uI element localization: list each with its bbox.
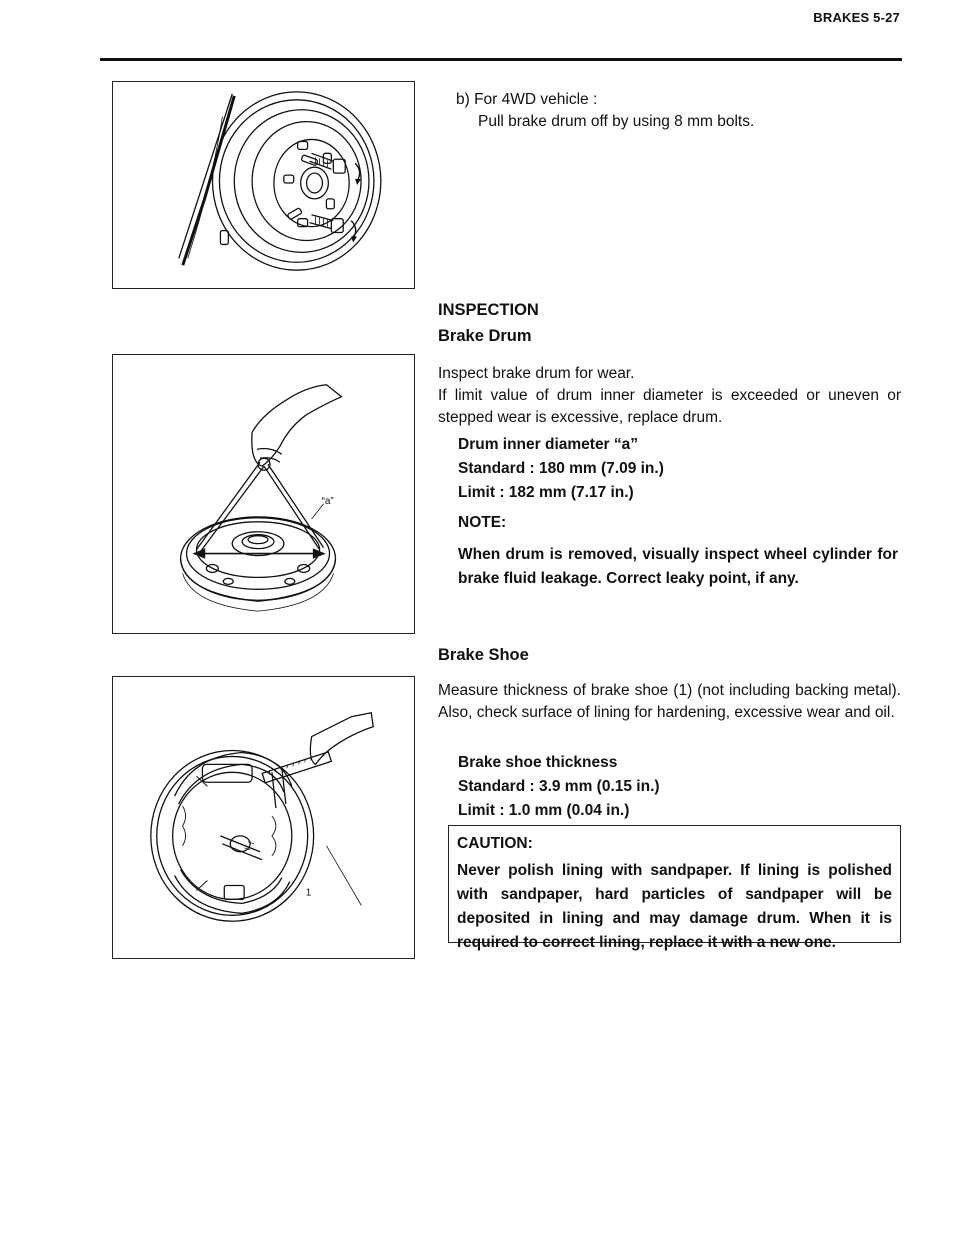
shoe-spec-limit: Limit : 1.0 mm (0.04 in.): [458, 802, 630, 819]
page-header: [0, 0, 960, 62]
shoe-spec-block: [458, 751, 898, 823]
note-text: When drum is removed, visually inspect wheel cylinder for brake fluid leakage. Correct leaky point, if any.: [458, 546, 898, 587]
drum-note-block: [458, 511, 898, 591]
drum-spec-standard: Standard : 180 mm (7.09 in.): [458, 460, 664, 477]
shoe-spec-title: Brake shoe thickness: [458, 754, 618, 771]
shoe-spec-standard: Standard : 3.9 mm (0.15 in.): [458, 778, 660, 795]
brake-drum-paragraph: [438, 363, 901, 429]
figure-brake-drum-removal: [112, 81, 415, 289]
caution-label: CAUTION:: [457, 835, 533, 852]
section-page-label: BRAKES 5-27: [813, 10, 900, 25]
drum-spec-title: Drum inner diameter “a”: [458, 436, 639, 453]
caution-box: [448, 825, 901, 951]
drum-caliper-illustration: [113, 355, 414, 633]
inspection-heading: INSPECTION: [438, 301, 539, 319]
brake-drum-heading: Brake Drum: [438, 327, 532, 345]
brake-shoe-caliper-illustration: [113, 677, 414, 958]
brake-shoe-paragraph: Measure thickness of brake shoe (1) (not including backing metal). Also, check surface of lining for hardening, excessive wear and oil.: [438, 682, 901, 721]
step-b-line1: b) For 4WD vehicle :: [456, 91, 598, 108]
step-b-instructions: [438, 89, 901, 133]
shoe-callout-label: 1: [305, 887, 312, 899]
figure-drum-diameter-measurement: [112, 354, 415, 634]
header-rule: [100, 58, 902, 61]
note-label: NOTE:: [458, 514, 507, 531]
drum-spec-block: [458, 433, 898, 505]
dimension-a-label: “a”: [321, 495, 334, 507]
brake-shoe-heading: Brake Shoe: [438, 646, 529, 664]
brake-drum-paragraph-line1: Inspect brake drum for wear.: [438, 365, 635, 382]
brake-drum-paragraph-line2: If limit value of drum inner diameter is exceeded or uneven or stepped wear is excessive, replace drum.: [438, 387, 901, 426]
figure-brake-shoe-measurement: [112, 676, 415, 959]
step-b-line2: Pull brake drum off by using 8 mm bolts.: [478, 113, 755, 130]
brake-drum-bolts-illustration: [113, 82, 414, 288]
caution-text: Never polish lining with sandpaper. If lining is polished with sandpaper, hard particles of sandpaper will be deposited in lining and may damage drum. When it is required to correct lining, replace it with a new one.: [457, 862, 892, 951]
drum-spec-limit: Limit : 182 mm (7.17 in.): [458, 484, 634, 501]
